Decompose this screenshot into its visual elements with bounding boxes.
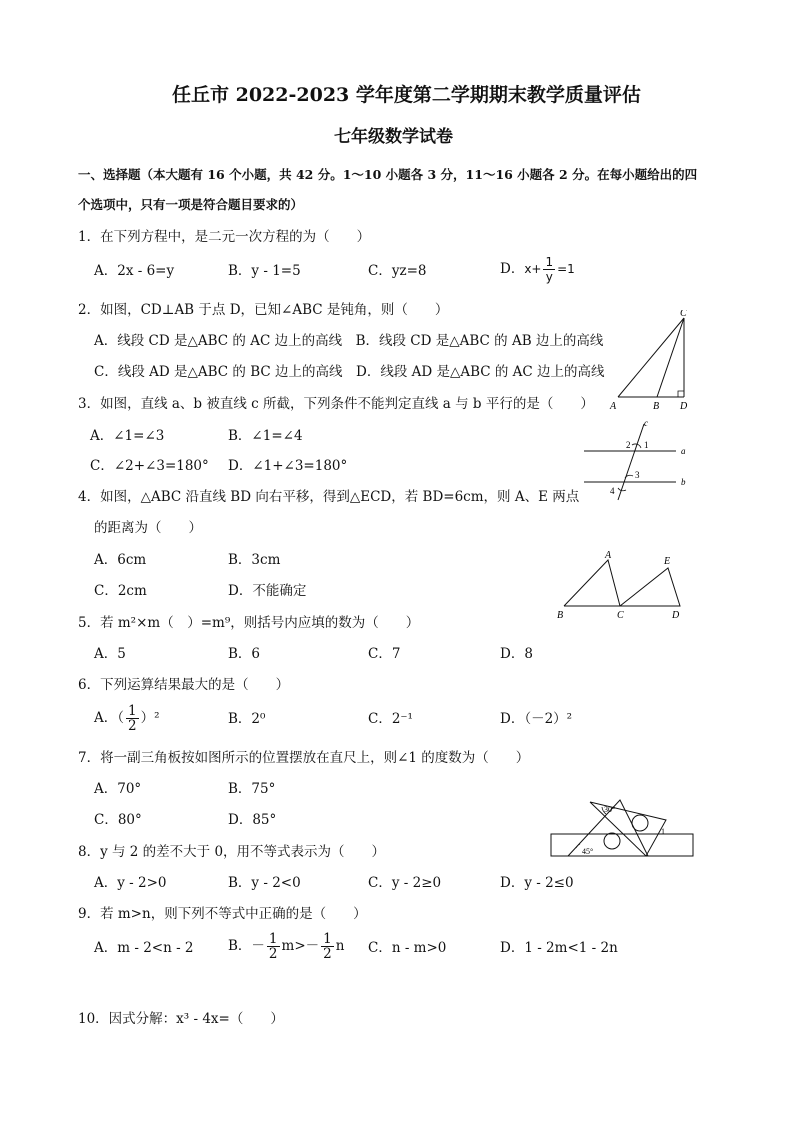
q2-options-ab: A．线段 CD 是△ABC 的 AC 边上的高线 B．线段 CD 是△ABC 的 AB 边上的高线 [94, 333, 604, 349]
q9-option-b-numerator-1: 1 [268, 931, 278, 947]
q9-option-b-fraction-2 [321, 932, 334, 961]
q9-option-b-numerator-2: 1 [323, 931, 332, 947]
q7-option-d: D．85° [228, 812, 277, 828]
q4-label-d: D [672, 610, 680, 621]
q5-option-b: B．6 [228, 646, 261, 662]
q1-option-c: C．yz=8 [368, 263, 427, 279]
q4-label-c: C [617, 610, 624, 621]
q6-option-a [94, 704, 160, 733]
q4-option-a: A．6cm [94, 552, 147, 568]
q8-option-a: A．y - 2>0 [94, 875, 167, 891]
q4-stem-line1: 4．如图，△ABC 沿直线 BD 向右平移，得到△ECD，若 BD=6cm，则 A、E 两点 [78, 489, 580, 505]
q6-option-a-prefix: A．（ [94, 710, 124, 726]
q3-option-a: A．∠1=∠3 [90, 428, 165, 444]
q7-option-b: B．75° [228, 781, 276, 797]
q1-option-d-denominator: y [545, 270, 553, 284]
q4-translation-figure [553, 548, 688, 623]
q3-label-a: a [681, 446, 686, 456]
q7-label-angle-1: 1 [661, 827, 665, 836]
q7-option-c: C．80° [94, 812, 142, 828]
q9-option-b-denominator-1: 2 [268, 946, 278, 962]
q2-stem: 2．如图，CD⊥AB 于点 D，已知∠ABC 是钝角，则（ ） [78, 302, 449, 318]
q3-option-b: B．∠1=∠4 [228, 428, 303, 444]
q1-option-d-prefix: D． [500, 261, 525, 277]
q4-stem-line2: 的距离为（ ） [94, 520, 202, 536]
q7-label-45deg: 45° [582, 847, 594, 856]
q4-option-d: D．不能确定 [228, 583, 307, 599]
q2-options-cd: C．线段 AD 是△ABC 的 BC 边上的高线 D．线段 AD 是△ABC 的 AC 边上的高线 [94, 364, 605, 380]
q5-option-c: C．7 [368, 646, 401, 662]
q2-label-b: B [653, 401, 660, 412]
q3-label-c: c [644, 418, 648, 428]
q1-option-a: A．2x - 6=y [94, 263, 175, 279]
q6-stem: 6．下列运算结果最大的是（ ） [78, 677, 290, 693]
q6-option-a-numerator: 1 [128, 703, 137, 719]
page-title: 任丘市 2022-2023 学年度第二学期期末教学质量评估 [172, 84, 641, 106]
q6-option-b: B．2⁰ [228, 711, 266, 727]
q9-option-b-fraction-1 [267, 932, 280, 961]
q2-label-c: C [680, 310, 687, 319]
q3-label-angle-3: 3 [635, 470, 640, 480]
q7-triangle-ruler-figure [548, 790, 698, 862]
q4-option-b: B．3cm [228, 552, 281, 568]
q2-label-a: A [610, 401, 617, 412]
q9-option-d: D．1 - 2m<1 - 2n [500, 940, 618, 956]
q4-label-b: B [557, 610, 564, 621]
q3-parallel-lines-figure [578, 418, 698, 502]
q9-option-b-middle: m>－ [281, 938, 320, 954]
q10-stem: 10．因式分解：x³ - 4x=（ ） [78, 1011, 284, 1027]
q3-stem: 3．如图，直线 a、b 被直线 c 所截，下列条件不能判定直线 a 与 b 平行的是（ ） [78, 396, 594, 412]
q1-option-b: B．y - 1=5 [228, 263, 301, 279]
q1-option-d-tail: =1 [557, 262, 575, 276]
page-subtitle: 七年级数学试卷 [334, 127, 453, 147]
q1-option-d-numerator: 1 [545, 255, 554, 269]
q3-label-b: b [681, 477, 686, 487]
q1-option-d-fraction [543, 255, 555, 284]
q8-option-d: D．y - 2≤0 [500, 875, 574, 891]
q9-option-a: A．m - 2<n - 2 [94, 940, 194, 956]
q2-label-d: D [680, 401, 688, 412]
q3-label-angle-4: 4 [610, 486, 615, 496]
q9-option-b-denominator-2: 2 [323, 946, 332, 962]
q2-triangle-figure [600, 310, 710, 415]
q8-option-c: C．y - 2≥0 [368, 875, 442, 891]
q1-stem: 1．在下列方程中，是二元一次方程的为（ ） [78, 229, 371, 245]
q6-option-a-denominator: 2 [128, 718, 137, 734]
q6-option-a-fraction [126, 704, 139, 733]
q9-option-b-prefix: B．－ [228, 938, 265, 954]
q3-label-angle-2: 2 [626, 440, 631, 450]
q5-stem: 5．若 m²×m（ ）=m⁹，则括号内应填的数为（ ） [78, 615, 420, 631]
q7-stem: 7．将一副三角板按如图所示的位置摆放在直尺上，则∠1 的度数为（ ） [78, 750, 530, 766]
q5-option-a: A．5 [94, 646, 126, 662]
q6-option-c: C．2⁻¹ [368, 711, 413, 727]
q3-option-d: D．∠1+∠3=180° [228, 458, 348, 474]
q9-option-b [228, 932, 344, 961]
section-header-line2: 个选项中，只有一项是符合题目要求的） [78, 197, 304, 212]
q7-option-a: A．70° [94, 781, 142, 797]
q5-option-d: D．8 [500, 646, 533, 662]
q1-option-d [500, 255, 575, 284]
q3-label-angle-1: 1 [644, 440, 649, 450]
q7-label-30deg: 30° [604, 805, 616, 814]
q1-option-d-x: x+ [524, 262, 542, 276]
q8-option-b: B．y - 2<0 [228, 875, 301, 891]
q9-option-b-tail: n [335, 938, 345, 954]
q6-option-a-tail: ）² [140, 710, 160, 726]
q9-option-c: C．n - m>0 [368, 940, 447, 956]
q9-stem: 9．若 m>n，则下列不等式中正确的是（ ） [78, 906, 367, 922]
q4-option-c: C．2cm [94, 583, 147, 599]
section-header-line1: 一、选择题（本大题有 16 个小题，共 42 分。1～10 小题各 3 分，11～16 小题各 2 分。在每小题给出的四 [78, 167, 698, 182]
q4-label-e: E [664, 556, 671, 567]
q8-stem: 8．y 与 2 的差不大于 0，用不等式表示为（ ） [78, 844, 386, 860]
q3-option-c: C．∠2+∠3=180° [90, 458, 209, 474]
q4-label-a: A [605, 550, 612, 561]
q6-option-d: D．（－2）² [500, 711, 573, 727]
